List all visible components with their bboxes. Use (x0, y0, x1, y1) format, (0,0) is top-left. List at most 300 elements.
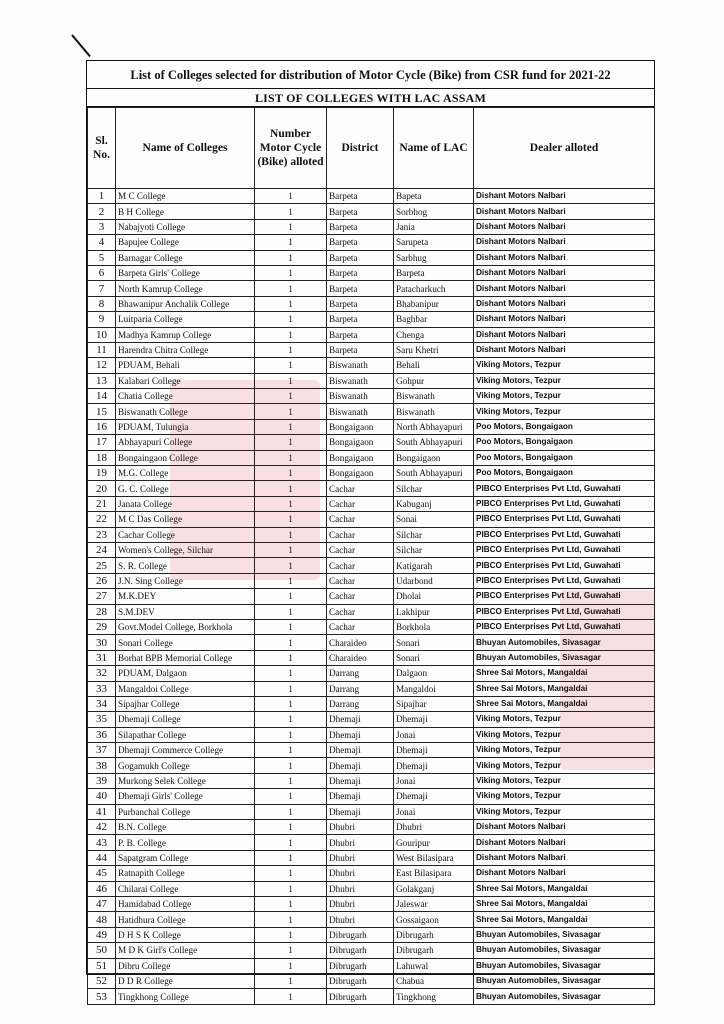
table-row (88, 466, 655, 481)
serial-number-cell: 43 (88, 835, 116, 850)
college-name-cell: Luitparia College (116, 312, 255, 327)
college-name-cell: Ratnapith College (116, 866, 255, 881)
table-row (88, 881, 655, 896)
college-name-cell: Barpeta Girls' College (116, 265, 255, 280)
district-cell: Barpeta (327, 235, 394, 250)
college-name-cell: Dhemaji Girls' College (116, 789, 255, 804)
table-row (88, 943, 655, 958)
serial-number-cell: 35 (88, 712, 116, 727)
bike-count-cell: 1 (255, 619, 327, 634)
district-cell: Dhemaji (327, 804, 394, 819)
college-name-cell: Silapathar College (116, 727, 255, 742)
bike-count-cell: 1 (255, 650, 327, 665)
table-body (88, 189, 655, 1005)
dealer-cell: Bhuyan Automobiles, Sivasagar (474, 943, 655, 958)
serial-number-cell: 41 (88, 804, 116, 819)
dealer-cell: PIBCO Enterprises Pvt Ltd, Guwahati (474, 481, 655, 496)
dealer-cell: Bhuyan Automobiles, Sivasagar (474, 650, 655, 665)
bike-count-cell: 1 (255, 635, 327, 650)
dealer-cell: Viking Motors, Tezpur (474, 773, 655, 788)
lac-name-cell: Dibrugarh (394, 943, 474, 958)
lac-name-cell: South Abhayapuri (394, 435, 474, 450)
bike-count-cell: 1 (255, 481, 327, 496)
lac-name-cell: Jaleswar (394, 896, 474, 911)
table-row (88, 312, 655, 327)
college-name-cell: Cachar College (116, 527, 255, 542)
district-cell: Dhubri (327, 820, 394, 835)
serial-number-cell: 5 (88, 250, 116, 265)
college-name-cell: Govt.Model College, Borkhola (116, 619, 255, 634)
dealer-cell: Viking Motors, Tezpur (474, 373, 655, 388)
dealer-cell: PIBCO Enterprises Pvt Ltd, Guwahati (474, 512, 655, 527)
district-cell: Bongaigaon (327, 450, 394, 465)
lac-name-cell: Dhemaji (394, 712, 474, 727)
lac-name-cell: Jonai (394, 773, 474, 788)
document-sheet (86, 60, 655, 1003)
district-cell: Darrang (327, 666, 394, 681)
pen-mark (71, 34, 91, 57)
district-cell: Dibrugarh (327, 989, 394, 1004)
serial-number-cell: 42 (88, 820, 116, 835)
dealer-cell: Shree Sai Motors, Mangaldai (474, 681, 655, 696)
serial-number-cell: 13 (88, 373, 116, 388)
college-name-cell: S. R. College (116, 558, 255, 573)
serial-number-cell: 4 (88, 235, 116, 250)
bike-count-cell: 1 (255, 727, 327, 742)
district-cell: Cachar (327, 512, 394, 527)
dealer-cell: Viking Motors, Tezpur (474, 743, 655, 758)
dealer-cell: Dishant Motors Nalbari (474, 312, 655, 327)
serial-number-cell: 33 (88, 681, 116, 696)
college-name-cell: D D R College (116, 973, 255, 988)
bike-count-cell: 1 (255, 912, 327, 927)
column-header: Number Motor Cycle (Bike) alloted (255, 108, 327, 189)
serial-number-cell: 29 (88, 619, 116, 634)
dealer-cell: Dishant Motors Nalbari (474, 265, 655, 280)
college-name-cell: PDUAM, Behali (116, 358, 255, 373)
dealer-cell: Bhuyan Automobiles, Sivasagar (474, 973, 655, 988)
lac-name-cell: Lahuwal (394, 958, 474, 973)
college-name-cell: Sonari College (116, 635, 255, 650)
bike-count-cell: 1 (255, 835, 327, 850)
district-cell: Cachar (327, 527, 394, 542)
table-row (88, 235, 655, 250)
table-row (88, 989, 655, 1004)
dealer-cell: Dishant Motors Nalbari (474, 296, 655, 311)
district-cell: Dibrugarh (327, 973, 394, 988)
table-row (88, 204, 655, 219)
table-row (88, 604, 655, 619)
college-name-cell: Sapatgram College (116, 850, 255, 865)
district-cell: Cachar (327, 589, 394, 604)
serial-number-cell: 27 (88, 589, 116, 604)
bike-count-cell: 1 (255, 281, 327, 296)
lac-name-cell: West Bilasipara (394, 850, 474, 865)
college-name-cell: Madhya Kamrup College (116, 327, 255, 342)
district-cell: Barpeta (327, 296, 394, 311)
college-name-cell: M.G. College (116, 466, 255, 481)
table-row (88, 758, 655, 773)
serial-number-cell: 51 (88, 958, 116, 973)
lac-name-cell: Saru Khetri (394, 342, 474, 357)
table-row (88, 527, 655, 542)
bike-count-cell: 1 (255, 850, 327, 865)
district-cell: Dhemaji (327, 743, 394, 758)
serial-number-cell: 16 (88, 419, 116, 434)
lac-name-cell: Lakhipur (394, 604, 474, 619)
college-name-cell: Biswanath College (116, 404, 255, 419)
lac-name-cell: Bhabanipur (394, 296, 474, 311)
district-cell: Cachar (327, 558, 394, 573)
college-name-cell: D H S K College (116, 927, 255, 942)
dealer-cell: PIBCO Enterprises Pvt Ltd, Guwahati (474, 604, 655, 619)
serial-number-cell: 40 (88, 789, 116, 804)
lac-name-cell: Dhemaji (394, 743, 474, 758)
dealer-cell: PIBCO Enterprises Pvt Ltd, Guwahati (474, 527, 655, 542)
lac-name-cell: Sarupeta (394, 235, 474, 250)
dealer-cell: Dishant Motors Nalbari (474, 850, 655, 865)
district-cell: Barpeta (327, 250, 394, 265)
district-cell: Barpeta (327, 327, 394, 342)
dealer-cell: Poo Motors, Bongaigaon (474, 450, 655, 465)
table-header-row (88, 108, 655, 189)
document-title: List of Colleges selected for distribution of Motor Cycle (Bike) from CSR fund for 2021-22 (87, 61, 654, 89)
serial-number-cell: 19 (88, 466, 116, 481)
college-name-cell: M D K Girl's College (116, 943, 255, 958)
table-row (88, 327, 655, 342)
table-row (88, 419, 655, 434)
table-row (88, 358, 655, 373)
district-cell: Bongaigaon (327, 435, 394, 450)
college-name-cell: B.N. College (116, 820, 255, 835)
lac-name-cell: Sipajhar (394, 696, 474, 711)
serial-number-cell: 9 (88, 312, 116, 327)
district-cell: Cachar (327, 496, 394, 511)
table-row (88, 727, 655, 742)
college-name-cell: S.M.DEV (116, 604, 255, 619)
district-cell: Cachar (327, 573, 394, 588)
table-row (88, 696, 655, 711)
lac-name-cell: Sorbhog (394, 204, 474, 219)
lac-name-cell: East Bilasipara (394, 866, 474, 881)
serial-number-cell: 28 (88, 604, 116, 619)
dealer-cell: Poo Motors, Bongaigaon (474, 419, 655, 434)
bike-count-cell: 1 (255, 496, 327, 511)
dealer-cell: Viking Motors, Tezpur (474, 404, 655, 419)
dealer-cell: Dishant Motors Nalbari (474, 866, 655, 881)
college-name-cell: Nabajyoti College (116, 219, 255, 234)
table-row (88, 958, 655, 973)
colleges-table (87, 107, 655, 1005)
district-cell: Barpeta (327, 189, 394, 204)
district-cell: Dhubri (327, 912, 394, 927)
serial-number-cell: 44 (88, 850, 116, 865)
lac-name-cell: Dalgaon (394, 666, 474, 681)
dealer-cell: Bhuyan Automobiles, Sivasagar (474, 958, 655, 973)
lac-name-cell: Silchar (394, 481, 474, 496)
column-header: Sl. No. (88, 108, 116, 189)
district-cell: Barpeta (327, 281, 394, 296)
college-name-cell: Bongaingaon College (116, 450, 255, 465)
table-row (88, 450, 655, 465)
lac-name-cell: Gossaigaon (394, 912, 474, 927)
table-row (88, 250, 655, 265)
lac-name-cell: Chabua (394, 973, 474, 988)
bike-count-cell: 1 (255, 958, 327, 973)
dealer-cell: Poo Motors, Bongaigaon (474, 466, 655, 481)
college-name-cell: J.N. Sing College (116, 573, 255, 588)
serial-number-cell: 11 (88, 342, 116, 357)
serial-number-cell: 38 (88, 758, 116, 773)
table-row (88, 389, 655, 404)
serial-number-cell: 14 (88, 389, 116, 404)
bike-count-cell: 1 (255, 250, 327, 265)
bike-count-cell: 1 (255, 419, 327, 434)
district-cell: Dhubri (327, 835, 394, 850)
table-row (88, 404, 655, 419)
bike-count-cell: 1 (255, 404, 327, 419)
college-name-cell: Chilarai College (116, 881, 255, 896)
table-row (88, 373, 655, 388)
district-cell: Dibrugarh (327, 958, 394, 973)
serial-number-cell: 1 (88, 189, 116, 204)
lac-name-cell: Baghbar (394, 312, 474, 327)
district-cell: Barpeta (327, 312, 394, 327)
serial-number-cell: 53 (88, 989, 116, 1004)
college-name-cell: Dhemaji College (116, 712, 255, 727)
bike-count-cell: 1 (255, 927, 327, 942)
lac-name-cell: Dholai (394, 589, 474, 604)
college-name-cell: P. B. College (116, 835, 255, 850)
bike-count-cell: 1 (255, 512, 327, 527)
college-name-cell: Chatia College (116, 389, 255, 404)
table-row (88, 496, 655, 511)
dealer-cell: Dishant Motors Nalbari (474, 250, 655, 265)
bike-count-cell: 1 (255, 342, 327, 357)
table-row (88, 666, 655, 681)
lac-name-cell: Biswanath (394, 389, 474, 404)
bike-count-cell: 1 (255, 789, 327, 804)
bike-count-cell: 1 (255, 681, 327, 696)
college-name-cell: Women's College, Silchar (116, 542, 255, 557)
district-cell: Dibrugarh (327, 927, 394, 942)
serial-number-cell: 8 (88, 296, 116, 311)
table-row (88, 820, 655, 835)
table-row (88, 773, 655, 788)
serial-number-cell: 49 (88, 927, 116, 942)
dealer-cell: Viking Motors, Tezpur (474, 712, 655, 727)
table-row (88, 296, 655, 311)
serial-number-cell: 34 (88, 696, 116, 711)
district-cell: Bongaigaon (327, 419, 394, 434)
dealer-cell: Dishant Motors Nalbari (474, 219, 655, 234)
bike-count-cell: 1 (255, 265, 327, 280)
college-name-cell: Mangaldoi College (116, 681, 255, 696)
dealer-cell: Viking Motors, Tezpur (474, 758, 655, 773)
college-name-cell: Gogamukh College (116, 758, 255, 773)
column-header: District (327, 108, 394, 189)
district-cell: Dhemaji (327, 727, 394, 742)
district-cell: Cachar (327, 542, 394, 557)
dealer-cell: Shree Sai Motors, Mangaldai (474, 912, 655, 927)
bike-count-cell: 1 (255, 604, 327, 619)
serial-number-cell: 32 (88, 666, 116, 681)
bike-count-cell: 1 (255, 389, 327, 404)
dealer-cell: Dishant Motors Nalbari (474, 204, 655, 219)
college-name-cell: Purbanchal College (116, 804, 255, 819)
table-row (88, 281, 655, 296)
serial-number-cell: 31 (88, 650, 116, 665)
dealer-cell: Viking Motors, Tezpur (474, 389, 655, 404)
bike-count-cell: 1 (255, 896, 327, 911)
district-cell: Bongaigaon (327, 466, 394, 481)
table-row (88, 512, 655, 527)
column-header: Dealer alloted (474, 108, 655, 189)
college-name-cell: Murkong Selek College (116, 773, 255, 788)
dealer-cell: Shree Sai Motors, Mangaldai (474, 696, 655, 711)
table-row (88, 896, 655, 911)
lac-name-cell: Tingkhong (394, 989, 474, 1004)
bike-count-cell: 1 (255, 235, 327, 250)
district-cell: Biswanath (327, 404, 394, 419)
dealer-cell: PIBCO Enterprises Pvt Ltd, Guwahati (474, 496, 655, 511)
district-cell: Barpeta (327, 342, 394, 357)
bike-count-cell: 1 (255, 189, 327, 204)
serial-number-cell: 39 (88, 773, 116, 788)
lac-name-cell: Biswanath (394, 404, 474, 419)
table-row (88, 835, 655, 850)
table-row (88, 912, 655, 927)
bike-count-cell: 1 (255, 973, 327, 988)
table-row (88, 435, 655, 450)
bike-count-cell: 1 (255, 204, 327, 219)
lac-name-cell: Silchar (394, 542, 474, 557)
serial-number-cell: 18 (88, 450, 116, 465)
serial-number-cell: 45 (88, 866, 116, 881)
college-name-cell: B H College (116, 204, 255, 219)
bike-count-cell: 1 (255, 743, 327, 758)
table-row (88, 542, 655, 557)
lac-name-cell: Jania (394, 219, 474, 234)
table-row (88, 589, 655, 604)
dealer-cell: Poo Motors, Bongaigaon (474, 435, 655, 450)
table-row (88, 804, 655, 819)
lac-name-cell: Behali (394, 358, 474, 373)
district-cell: Dhubri (327, 866, 394, 881)
college-name-cell: Kalabari College (116, 373, 255, 388)
serial-number-cell: 36 (88, 727, 116, 742)
lac-name-cell: Jonai (394, 727, 474, 742)
lac-name-cell: Sarbhug (394, 250, 474, 265)
district-cell: Dhemaji (327, 758, 394, 773)
lac-name-cell: Sonai (394, 512, 474, 527)
district-cell: Barpeta (327, 219, 394, 234)
district-cell: Barpeta (327, 265, 394, 280)
serial-number-cell: 6 (88, 265, 116, 280)
serial-number-cell: 50 (88, 943, 116, 958)
lac-name-cell: Gouripur (394, 835, 474, 850)
dealer-cell: Dishant Motors Nalbari (474, 235, 655, 250)
document-subtitle: LIST OF COLLEGES WITH LAC ASSAM (87, 89, 654, 107)
dealer-cell: Shree Sai Motors, Mangaldai (474, 666, 655, 681)
serial-number-cell: 21 (88, 496, 116, 511)
table-row (88, 743, 655, 758)
lac-name-cell: North Abhayapuri (394, 419, 474, 434)
column-header: Name of Colleges (116, 108, 255, 189)
dealer-cell: Dishant Motors Nalbari (474, 189, 655, 204)
bike-count-cell: 1 (255, 666, 327, 681)
bike-count-cell: 1 (255, 450, 327, 465)
dealer-cell: PIBCO Enterprises Pvt Ltd, Guwahati (474, 589, 655, 604)
lac-name-cell: Dibrugarh (394, 927, 474, 942)
serial-number-cell: 10 (88, 327, 116, 342)
lac-name-cell: Udarbond (394, 573, 474, 588)
bike-count-cell: 1 (255, 943, 327, 958)
dealer-cell: Bhuyan Automobiles, Sivasagar (474, 927, 655, 942)
lac-name-cell: Kabuganj (394, 496, 474, 511)
bike-count-cell: 1 (255, 327, 327, 342)
bike-count-cell: 1 (255, 542, 327, 557)
serial-number-cell: 25 (88, 558, 116, 573)
district-cell: Biswanath (327, 389, 394, 404)
district-cell: Charaideo (327, 635, 394, 650)
dealer-cell: PIBCO Enterprises Pvt Ltd, Guwahati (474, 558, 655, 573)
college-name-cell: Sipajhar College (116, 696, 255, 711)
lac-name-cell: Barpeta (394, 265, 474, 280)
lac-name-cell: Dhubri (394, 820, 474, 835)
district-cell: Dhemaji (327, 789, 394, 804)
table-row (88, 850, 655, 865)
district-cell: Dhemaji (327, 712, 394, 727)
district-cell: Dhubri (327, 881, 394, 896)
serial-number-cell: 37 (88, 743, 116, 758)
district-cell: Barpeta (327, 204, 394, 219)
college-name-cell: PDUAM, Dalgaon (116, 666, 255, 681)
college-name-cell: Barnagar College (116, 250, 255, 265)
bike-count-cell: 1 (255, 558, 327, 573)
dealer-cell: PIBCO Enterprises Pvt Ltd, Guwahati (474, 573, 655, 588)
serial-number-cell: 48 (88, 912, 116, 927)
bike-count-cell: 1 (255, 312, 327, 327)
table-row (88, 573, 655, 588)
table-row (88, 635, 655, 650)
bike-count-cell: 1 (255, 358, 327, 373)
dealer-cell: Viking Motors, Tezpur (474, 358, 655, 373)
college-name-cell: Hamidabad College (116, 896, 255, 911)
college-name-cell: Bhawanipur Anchalik College (116, 296, 255, 311)
dealer-cell: Viking Motors, Tezpur (474, 789, 655, 804)
serial-number-cell: 15 (88, 404, 116, 419)
table-row (88, 342, 655, 357)
college-name-cell: Dhemaji Commerce College (116, 743, 255, 758)
table-row (88, 866, 655, 881)
bike-count-cell: 1 (255, 589, 327, 604)
district-cell: Cachar (327, 619, 394, 634)
lac-name-cell: Dhemaji (394, 789, 474, 804)
district-cell: Dhubri (327, 850, 394, 865)
table-row (88, 927, 655, 942)
table-row (88, 973, 655, 988)
college-name-cell: Hatidhura College (116, 912, 255, 927)
district-cell: Darrang (327, 696, 394, 711)
lac-name-cell: Golakganj (394, 881, 474, 896)
serial-number-cell: 17 (88, 435, 116, 450)
lac-name-cell: Bapeta (394, 189, 474, 204)
lac-name-cell: Silchar (394, 527, 474, 542)
serial-number-cell: 30 (88, 635, 116, 650)
dealer-cell: Shree Sai Motors, Mangaldai (474, 881, 655, 896)
table-row (88, 712, 655, 727)
